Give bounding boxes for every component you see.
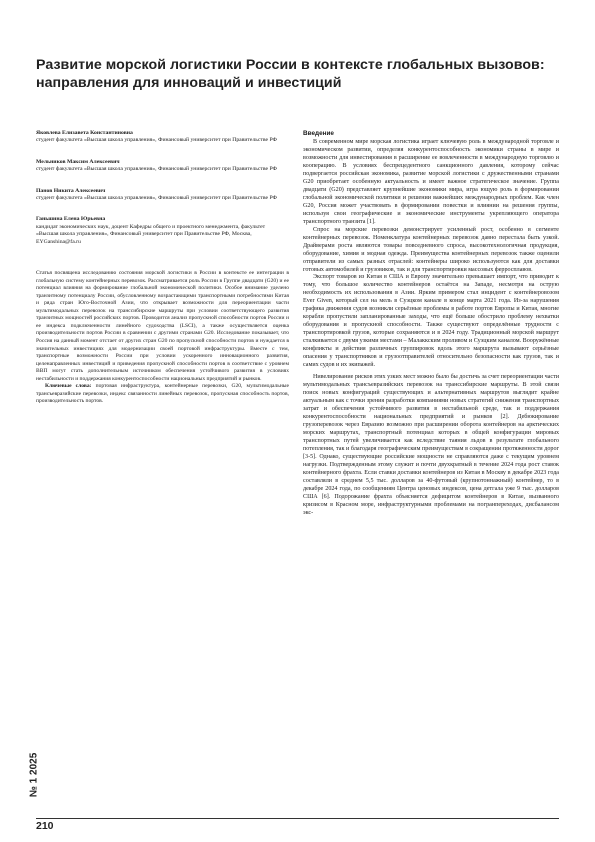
author-block [36,216,289,246]
author-name: Панов Никита Алексеевич [36,187,106,194]
footer-rule [36,818,559,819]
author-name: Мельников Максим Алексеевич [36,158,120,165]
author-block [36,130,289,145]
issue-label-text: № 1 2025 [28,752,40,798]
article-title: Развитие морской логистики России в контексте глобальных вызовов: направления для инноваций и инвестиций [36,57,545,91]
author-name: Ганьшина Елена Юрьевна [36,216,106,223]
abstract: Статья посвящена исследованию состояния морской логистики в России в контексте ее интеграции в глобальную систему контейнерных перевозок. Рассматривается роль России в Группе двадцати (G20) и ее потенциал влияния на формирование глобальной экономической политики. Особое внимание уделено транзитному потенциалу России, обусловленному возрастающими транспортными потребностями Китая и ряда стран Юго-Восточной Азии, что открывает возможности для переориентации части мультимодальных перевозок на транссибирские маршруты при условии соответствующего развития транзитных мощностей российских портов. Проводится анализ пропускной способности портов России и ее индекса подключенности линейного судоходства (LSCI), а также осуществляется оценка производительности портов России в сравнении с другими странами G20. Исследование показывает, что Россия на данный момент отстает от других стран G20 по пропускной способности портов и нуждается в значительных инвестициях для модернизации своей портовой инфраструктуры. Вместе с тем, транспортные возможности России при условии ускоренного инновационного развития, целенаправленных инвестиций и приведения пропускной способности портов в соответствие с уровнем ВВП могут стать дополнительным источником обеспечения устойчивого развития в условиях нестабильности и поддержания конкурентоспособности национальных предприятий и рынков. [36,270,289,382]
body-paragraph: В современном мире морская логистика играет ключевую роль в международной торговле и экономическом развитии, определяя конкурентоспособность экономики страны в мире и возможности для инвестирования в расширение ее вовлеченности в международную торговлю и кооперацию. В условиях беспрецедентного санкционного давления, которому сейчас подвергается российская экономика, развитие морской логистики с дружественными странами G20 приобретает особенную актуальность и имеет важное стратегическое значение. Группа двадцати (G20) представляет крупнейшие экономики мира, игра ющую роль в формировании глобальной экономической политики и решении важнейших международных проблем. Как член G20, Россия может участвовать в формировании повестки и влиянии на решения группы, используя свои географические и экономические инструменты укрепляющего оператора транспортного транзита [1]. [303,139,559,225]
author-affiliation: студент факультета «Высшая школа управления», Финансовый университет при Правительстве РФ [36,166,278,173]
author-block [36,159,289,174]
section-heading: Введение [303,130,334,137]
keywords-text: портовая инфраструктура, контейнерные перевозки, G20, мультимодальные трансъевразийские перевозки, индекс связанности линейных перевозок, пропускная способность портов, производительность портов. [36,383,289,405]
author-affiliation: студент факультета «Высшая школа управления», Финансовый университет при Правительстве РФ [36,195,278,202]
page-number: 210 [36,820,54,832]
keywords-label: Ключевые слова: [45,383,92,390]
body-paragraph: Спрос на морские перевозки демонстрирует усиленный рост, особенно в сегменте контейнерных перевозок. Номенклатура контейнерных перевозок давно перестала быть узкой. Драйверами роста являются товары повседневного спроса, высокотехнологичная продукция, оборудование, химия и модная одежда. Преимущества контейнерных перевозок также оценили отправители из самых разных отраслей: контейнеры широко используются как для доставки готовых автомобилей и грузовиков, так и для транспортировки массовых ферросплавов. [303,226,559,273]
author-name: Яковлева Елизавета Константиновна [36,130,133,136]
left-column [36,130,289,406]
issue-label [24,740,44,810]
keywords [36,383,289,406]
right-column [303,130,559,518]
author-block [36,188,289,203]
body-paragraph: Нивелирование рисков этих узких мест можно было бы достичь за счет переориентации части мультимодальных трансъевразийских перевозок на транссибирские маршруты. В этой связи поиск новых конфигураций существующих и альтернативных маршрутов выглядит крайне актуальным как с точки зрения разработки компаниями новых стратегий снижения транспортных затрат и обеспечения устойчивого развития в нестабильной среде, так и поддержания конкурентоспособности национальных предприятий и рынков [2]. Дебюкирование грузоперевозок через Евразию возможно при расширении оборота контейнеров на арктических морских маршрутах, транспортный потенциал которых в общей конфигурации мировых транспортных путей увеличивается как вследствие таяния льдов в результате глобального потепления, так и благодаря географическим преимуществам в сокращении протяженности дорог [3-5]. Однако, существующие российские мощности не справляются даже с текущим уровнем нагрузки. Подтвержденным этому служит и почти двухкратный в течение 2024 года рост ставок контейнерного фрахта. Если ставки доставки контейнеров из Китая в Москву в декабре 2023 года составляли в среднем 5,5 тыс. долларов за 40-футовый (крупнотоннажный) контейнер, то в декабре 2024 года, по сообщениям Центра ценовых индексов, цена детгала уже 9 тыс. долларов США [6]. Подорожание фрахта объясняется дефицитом контейнеров в Китае, вызванного кризисом в Красном море, инфраструктурными проблемами на погранпереходах, дисбалансом экс- [303,374,559,516]
body-paragraph: Экспорт товаров из Китая в США и Европу значительно превышает импорт, что приводит к тому, что большое количество контейнеров остаётся на Западе, несмотря на острую необходимость их использования в Азии. Ярким примером стал инцидент с контейнеровозом Ever Given, который сел на мель в Суэцком канале в конце марта 2021 года. Из-за нарушения графика движения судов возникли серьёзные проблемы в работе портов Европы и Китая, многие корабли пропустили запланированные заходы, что ещё больше обострило проблему нехватки оборудования и пропускной способности. Также существуют определённые трудности с транспортировкой грузов, которые сохраняются и в 2024 году. Традиционный морской маршрут сталкивается с двумя узкими местами – Малаккским проливом и Суэцким каналом. Вооружённые конфликты и действия различных группировок вдоль этого маршрута вызывают серьёзные опасения у транспортников и грузоотправителей относительно безопасности как грузов, так и самих судов и их экипажей. [303,274,559,369]
author-affiliation: студент факультета «Высшая школа управления», Финансовый университет при Правительстве РФ [36,137,278,144]
author-affiliation: кандидат экономических наук, доцент Кафедры общего и проектного менеджмента, факультет «Высшая школа управления», Финансовый университет при Правительстве РФ, Москва, EYGanshina@fa.ru [36,223,266,245]
